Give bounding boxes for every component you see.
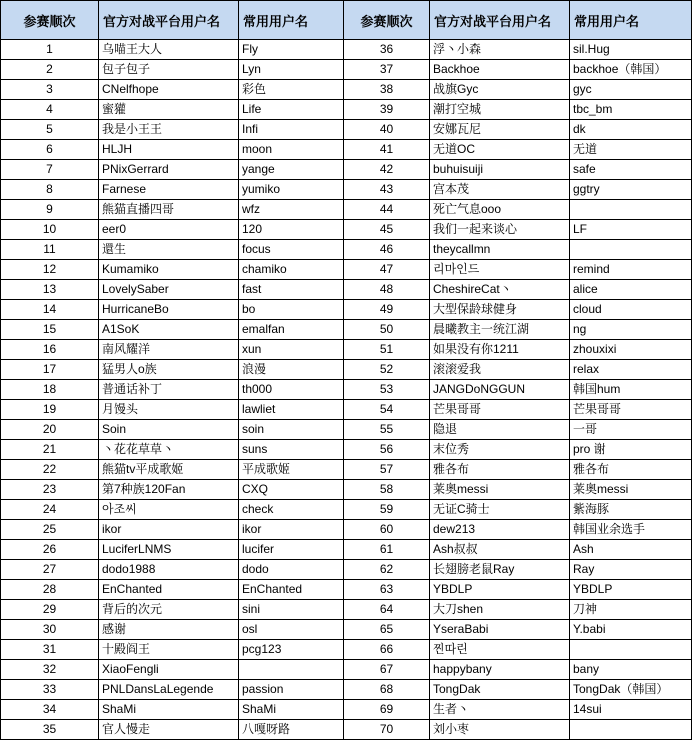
common-name-cell-right: backhoe（韩国）	[570, 60, 692, 80]
official-name-cell-left: 月馒头	[99, 400, 239, 420]
common-name-cell-left: 八嘎呀路	[239, 720, 344, 740]
order-cell-left: 11	[1, 240, 99, 260]
common-name-cell-left	[239, 660, 344, 680]
official-name-cell-right: 刘小枣	[430, 720, 570, 740]
order-cell-left: 26	[1, 540, 99, 560]
order-cell-right: 59	[344, 500, 430, 520]
common-name-cell-left: Infi	[239, 120, 344, 140]
official-name-cell-right: YBDLP	[430, 580, 570, 600]
official-name-cell-right: 我们一起来谈心	[430, 220, 570, 240]
order-cell-left: 17	[1, 360, 99, 380]
official-name-cell-right: 浮丶小森	[430, 40, 570, 60]
table-row	[1, 640, 692, 660]
order-cell-left: 33	[1, 680, 99, 700]
official-name-cell-right: 无证C骑士	[430, 500, 570, 520]
common-name-cell-left: fast	[239, 280, 344, 300]
common-name-cell-right: 紫海豚	[570, 500, 692, 520]
order-cell-right: 38	[344, 80, 430, 100]
common-name-cell-left: 浪漫	[239, 360, 344, 380]
order-cell-left: 34	[1, 700, 99, 720]
table-row	[1, 120, 692, 140]
common-name-cell-left: chamiko	[239, 260, 344, 280]
official-name-cell-right: 死亡气息ooo	[430, 200, 570, 220]
official-name-cell-left: 第7种族120Fan	[99, 480, 239, 500]
common-name-cell-right: gyc	[570, 80, 692, 100]
table-row	[1, 260, 692, 280]
official-name-cell-right: buhuisuiji	[430, 160, 570, 180]
table-row	[1, 300, 692, 320]
common-name-cell-right: bany	[570, 660, 692, 680]
order-cell-right: 53	[344, 380, 430, 400]
table-row	[1, 340, 692, 360]
table-row	[1, 100, 692, 120]
common-name-cell-left: xun	[239, 340, 344, 360]
official-name-cell-left: 官人慢走	[99, 720, 239, 740]
official-name-cell-left: Kumamiko	[99, 260, 239, 280]
common-name-cell-left: bo	[239, 300, 344, 320]
official-name-cell-left: HLJH	[99, 140, 239, 160]
table-row	[1, 140, 692, 160]
order-cell-right: 43	[344, 180, 430, 200]
table-row	[1, 220, 692, 240]
common-name-cell-left: emalfan	[239, 320, 344, 340]
common-name-cell-left: focus	[239, 240, 344, 260]
header-order-left: 参赛顺次	[1, 1, 99, 40]
order-cell-left: 2	[1, 60, 99, 80]
common-name-cell-right: remind	[570, 260, 692, 280]
common-name-cell-right: dk	[570, 120, 692, 140]
header-order-right: 参赛顺次	[344, 1, 430, 40]
table-row	[1, 700, 692, 720]
common-name-cell-left: passion	[239, 680, 344, 700]
order-cell-right: 46	[344, 240, 430, 260]
table-row	[1, 380, 692, 400]
common-name-cell-right	[570, 240, 692, 260]
common-name-cell-right: 刀神	[570, 600, 692, 620]
common-name-cell-left: osl	[239, 620, 344, 640]
common-name-cell-right: 雅各布	[570, 460, 692, 480]
common-name-cell-left: Lyn	[239, 60, 344, 80]
order-cell-right: 45	[344, 220, 430, 240]
official-name-cell-left: eer0	[99, 220, 239, 240]
common-name-cell-left: EnChanted	[239, 580, 344, 600]
order-cell-left: 22	[1, 460, 99, 480]
table-row	[1, 660, 692, 680]
official-name-cell-left: ikor	[99, 520, 239, 540]
official-name-cell-right: 长翅膀老鼠Ray	[430, 560, 570, 580]
order-cell-right: 50	[344, 320, 430, 340]
order-cell-left: 23	[1, 480, 99, 500]
order-cell-right: 36	[344, 40, 430, 60]
common-name-cell-left: lawliet	[239, 400, 344, 420]
official-name-cell-right: 大刀shen	[430, 600, 570, 620]
official-name-cell-right: 晨曦教主一统江湖	[430, 320, 570, 340]
order-cell-left: 35	[1, 720, 99, 740]
table-row	[1, 580, 692, 600]
official-name-cell-left: 猛男人o族	[99, 360, 239, 380]
order-cell-right: 62	[344, 560, 430, 580]
order-cell-right: 52	[344, 360, 430, 380]
header-common-name-left: 常用用户名	[239, 1, 344, 40]
table-row	[1, 440, 692, 460]
official-name-cell-right: 无道OC	[430, 140, 570, 160]
table-row	[1, 360, 692, 380]
order-cell-right: 42	[344, 160, 430, 180]
order-cell-right: 47	[344, 260, 430, 280]
common-name-cell-right: 韩国hum	[570, 380, 692, 400]
common-name-cell-right: Y.babi	[570, 620, 692, 640]
table-row	[1, 480, 692, 500]
common-name-cell-left: soin	[239, 420, 344, 440]
order-cell-right: 64	[344, 600, 430, 620]
order-cell-right: 40	[344, 120, 430, 140]
official-name-cell-right: happybany	[430, 660, 570, 680]
official-name-cell-right: 潮打空城	[430, 100, 570, 120]
common-name-cell-right: zhouxixi	[570, 340, 692, 360]
table-row	[1, 560, 692, 580]
official-name-cell-right: theycallmn	[430, 240, 570, 260]
common-name-cell-right: ggtry	[570, 180, 692, 200]
official-name-cell-right: Ash叔叔	[430, 540, 570, 560]
common-name-cell-left: 彩色	[239, 80, 344, 100]
common-name-cell-left: ShaMi	[239, 700, 344, 720]
official-name-cell-right: 宫本茂	[430, 180, 570, 200]
table-row	[1, 320, 692, 340]
official-name-cell-left: ShaMi	[99, 700, 239, 720]
official-name-cell-left: 包子包子	[99, 60, 239, 80]
order-cell-left: 4	[1, 100, 99, 120]
official-name-cell-left: PNLDansLaLegende	[99, 680, 239, 700]
order-cell-left: 16	[1, 340, 99, 360]
official-name-cell-left: PNixGerrard	[99, 160, 239, 180]
official-name-cell-right: 芒果哥哥	[430, 400, 570, 420]
common-name-cell-left: th000	[239, 380, 344, 400]
official-name-cell-right: 雅各布	[430, 460, 570, 480]
official-name-cell-right: JANGDoNGGUN	[430, 380, 570, 400]
order-cell-right: 66	[344, 640, 430, 660]
official-name-cell-left: LuciferLNMS	[99, 540, 239, 560]
order-cell-right: 55	[344, 420, 430, 440]
table-row	[1, 80, 692, 100]
order-cell-right: 58	[344, 480, 430, 500]
table-row	[1, 60, 692, 80]
official-name-cell-right: 末位秀	[430, 440, 570, 460]
order-cell-right: 65	[344, 620, 430, 640]
order-cell-left: 14	[1, 300, 99, 320]
order-cell-left: 24	[1, 500, 99, 520]
common-name-cell-right: LF	[570, 220, 692, 240]
order-cell-left: 31	[1, 640, 99, 660]
common-name-cell-right: ng	[570, 320, 692, 340]
order-cell-left: 15	[1, 320, 99, 340]
official-name-cell-left: Farnese	[99, 180, 239, 200]
common-name-cell-left: Life	[239, 100, 344, 120]
order-cell-right: 70	[344, 720, 430, 740]
table-row	[1, 620, 692, 640]
official-name-cell-left: HurricaneBo	[99, 300, 239, 320]
official-name-cell-right: 安娜瓦尼	[430, 120, 570, 140]
official-name-cell-left: 普通话补丁	[99, 380, 239, 400]
order-cell-right: 41	[344, 140, 430, 160]
official-name-cell-left: 十殿阎王	[99, 640, 239, 660]
common-name-cell-left: lucifer	[239, 540, 344, 560]
order-cell-left: 19	[1, 400, 99, 420]
official-name-cell-right: YseraBabi	[430, 620, 570, 640]
official-name-cell-right: CheshireCat丶	[430, 280, 570, 300]
official-name-cell-left: Soin	[99, 420, 239, 440]
common-name-cell-left: wfz	[239, 200, 344, 220]
table-row	[1, 420, 692, 440]
order-cell-left: 18	[1, 380, 99, 400]
common-name-cell-right: Ash	[570, 540, 692, 560]
common-name-cell-right: TongDak（韩国）	[570, 680, 692, 700]
common-name-cell-right: 无道	[570, 140, 692, 160]
official-name-cell-right: 生者丶	[430, 700, 570, 720]
official-name-cell-right: Backhoe	[430, 60, 570, 80]
official-name-cell-right: 如果没有你1211	[430, 340, 570, 360]
common-name-cell-right: sil.Hug	[570, 40, 692, 60]
table-body	[1, 40, 692, 740]
table-row	[1, 280, 692, 300]
header-official-name-right: 官方对战平台用户名	[430, 1, 570, 40]
order-cell-left: 25	[1, 520, 99, 540]
order-cell-left: 27	[1, 560, 99, 580]
official-name-cell-left: 還生	[99, 240, 239, 260]
official-name-cell-right: 莱奥messi	[430, 480, 570, 500]
common-name-cell-left: yange	[239, 160, 344, 180]
common-name-cell-right	[570, 200, 692, 220]
common-name-cell-left: Fly	[239, 40, 344, 60]
order-cell-right: 37	[344, 60, 430, 80]
order-cell-right: 57	[344, 460, 430, 480]
official-name-cell-left: 熊猫直播四哥	[99, 200, 239, 220]
order-cell-left: 30	[1, 620, 99, 640]
official-name-cell-left: 熊猫tv平成歌姬	[99, 460, 239, 480]
common-name-cell-right: safe	[570, 160, 692, 180]
order-cell-right: 63	[344, 580, 430, 600]
common-name-cell-left: sini	[239, 600, 344, 620]
official-name-cell-left: 我是小王王	[99, 120, 239, 140]
common-name-cell-left: ikor	[239, 520, 344, 540]
order-cell-right: 67	[344, 660, 430, 680]
order-cell-right: 68	[344, 680, 430, 700]
order-cell-right: 44	[344, 200, 430, 220]
common-name-cell-right	[570, 640, 692, 660]
order-cell-left: 8	[1, 180, 99, 200]
order-cell-left: 5	[1, 120, 99, 140]
official-name-cell-left: XiaoFengli	[99, 660, 239, 680]
official-name-cell-left: 蜜獾	[99, 100, 239, 120]
official-name-cell-left: EnChanted	[99, 580, 239, 600]
common-name-cell-right: 韩国业余选手	[570, 520, 692, 540]
order-cell-left: 13	[1, 280, 99, 300]
common-name-cell-right: pro 谢	[570, 440, 692, 460]
order-cell-right: 39	[344, 100, 430, 120]
common-name-cell-right: 莱奥messi	[570, 480, 692, 500]
table-row	[1, 600, 692, 620]
common-name-cell-left: dodo	[239, 560, 344, 580]
order-cell-right: 49	[344, 300, 430, 320]
common-name-cell-right: tbc_bm	[570, 100, 692, 120]
order-cell-right: 51	[344, 340, 430, 360]
official-name-cell-left: dodo1988	[99, 560, 239, 580]
order-cell-left: 7	[1, 160, 99, 180]
official-name-cell-left: 丶花花草草丶	[99, 440, 239, 460]
common-name-cell-left: check	[239, 500, 344, 520]
common-name-cell-right: 芒果哥哥	[570, 400, 692, 420]
common-name-cell-left: yumiko	[239, 180, 344, 200]
common-name-cell-left: suns	[239, 440, 344, 460]
common-name-cell-right: YBDLP	[570, 580, 692, 600]
official-name-cell-left: LovelySaber	[99, 280, 239, 300]
common-name-cell-left: CXQ	[239, 480, 344, 500]
header-official-name-left: 官方对战平台用户名	[99, 1, 239, 40]
common-name-cell-right: cloud	[570, 300, 692, 320]
official-name-cell-right: 리마인드	[430, 260, 570, 280]
official-name-cell-left: 背后的次元	[99, 600, 239, 620]
official-name-cell-right: TongDak	[430, 680, 570, 700]
common-name-cell-left: pcg123	[239, 640, 344, 660]
header-row	[1, 1, 692, 40]
table-row	[1, 180, 692, 200]
official-name-cell-right: 隐退	[430, 420, 570, 440]
official-name-cell-left: A1SoK	[99, 320, 239, 340]
table-row	[1, 680, 692, 700]
official-name-cell-left: 感谢	[99, 620, 239, 640]
official-name-cell-left: 南风耀洋	[99, 340, 239, 360]
common-name-cell-right: 14sui	[570, 700, 692, 720]
official-name-cell-left: CNelfhope	[99, 80, 239, 100]
order-cell-left: 3	[1, 80, 99, 100]
order-cell-left: 32	[1, 660, 99, 680]
official-name-cell-right: 战旗Gyc	[430, 80, 570, 100]
order-cell-left: 29	[1, 600, 99, 620]
table-row	[1, 540, 692, 560]
table-row	[1, 160, 692, 180]
table-row	[1, 520, 692, 540]
official-name-cell-left: 乌喵王大人	[99, 40, 239, 60]
common-name-cell-right: relax	[570, 360, 692, 380]
table-row	[1, 500, 692, 520]
order-cell-left: 20	[1, 420, 99, 440]
common-name-cell-right: Ray	[570, 560, 692, 580]
official-name-cell-right: 大型保龄球健身	[430, 300, 570, 320]
common-name-cell-left: 120	[239, 220, 344, 240]
order-cell-right: 54	[344, 400, 430, 420]
order-cell-right: 56	[344, 440, 430, 460]
order-cell-left: 6	[1, 140, 99, 160]
official-name-cell-right: 滚滚爱我	[430, 360, 570, 380]
official-name-cell-left: 아조씨	[99, 500, 239, 520]
order-cell-right: 60	[344, 520, 430, 540]
official-name-cell-right: dew213	[430, 520, 570, 540]
order-cell-left: 12	[1, 260, 99, 280]
table-row	[1, 200, 692, 220]
common-name-cell-right: 一哥	[570, 420, 692, 440]
table-row	[1, 240, 692, 260]
order-cell-left: 1	[1, 40, 99, 60]
header-common-name-right: 常用用户名	[570, 1, 692, 40]
common-name-cell-left: 平成歌姬	[239, 460, 344, 480]
common-name-cell-left: moon	[239, 140, 344, 160]
order-cell-right: 69	[344, 700, 430, 720]
order-cell-left: 10	[1, 220, 99, 240]
order-cell-right: 48	[344, 280, 430, 300]
order-cell-left: 28	[1, 580, 99, 600]
order-cell-left: 21	[1, 440, 99, 460]
table-row	[1, 400, 692, 420]
common-name-cell-right: alice	[570, 280, 692, 300]
order-cell-left: 9	[1, 200, 99, 220]
table-row	[1, 460, 692, 480]
order-cell-right: 61	[344, 540, 430, 560]
table-row	[1, 40, 692, 60]
official-name-cell-right: 찐따린	[430, 640, 570, 660]
